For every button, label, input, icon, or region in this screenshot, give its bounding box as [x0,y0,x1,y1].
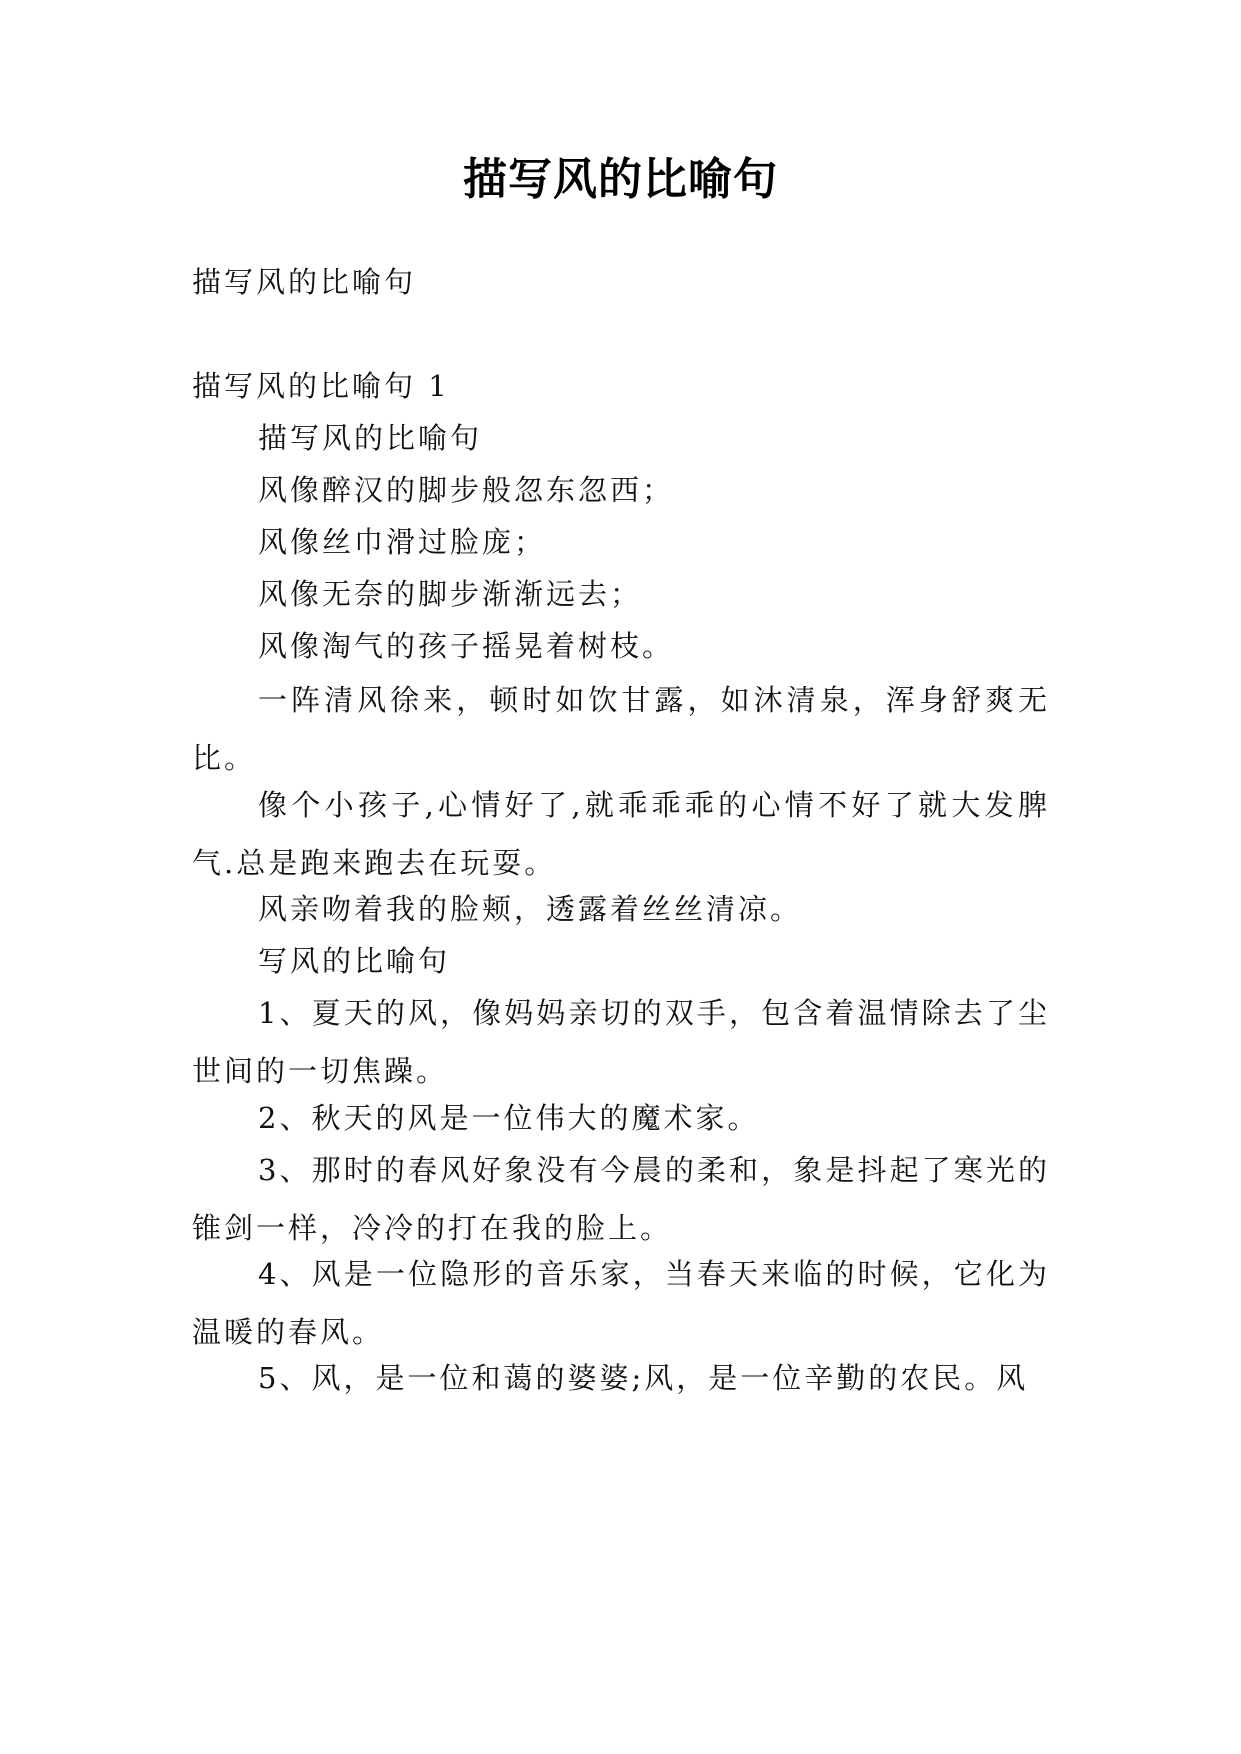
paragraph: 风像醉汉的脚步般忽东忽西； [258,473,675,507]
section-heading: 描写风的比喻句 1 [192,369,450,403]
list-item: 5、风，是一位和蔼的婆婆;风，是一位辛勤的农民。风 [258,1361,1029,1395]
paragraph: 风像无奈的脚步渐渐远去； [258,577,643,611]
paragraph: 风像淘气的孩子摇晃着树枝。 [258,629,675,663]
paragraph: 一阵清风徐来，顿时如饮甘露，如沐清泉，浑身舒爽无比。 [192,683,1050,775]
list-item: 4、风是一位隐形的音乐家，当春天来临的时候，它化为温暖的春风。 [192,1257,1050,1349]
paragraph: 风像丝巾滑过脸庞； [258,525,547,559]
paragraph: 写风的比喻句 [258,944,451,978]
document-title: 描写风的比喻句 [463,154,778,205]
paragraph: 像个小孩子,心情好了,就乖乖乖的心情不好了就大发脾气.总是跑来跑去在玩耍。 [192,788,1050,880]
list-item: 2、秋天的风是一位伟大的魔术家。 [258,1101,760,1135]
paragraph: 风亲吻着我的脸颊，透露着丝丝清凉。 [258,892,803,926]
list-item: 3、那时的春风好象没有今晨的柔和，象是抖起了寒光的锥剑一样，冷冷的打在我的脸上。 [192,1153,1050,1245]
document-subtitle: 描写风的比喻句 [192,265,417,299]
paragraph: 描写风的比喻句 [258,421,483,455]
list-item: 1、夏天的风，像妈妈亲切的双手，包含着温情除去了尘世间的一切焦躁。 [192,996,1050,1088]
